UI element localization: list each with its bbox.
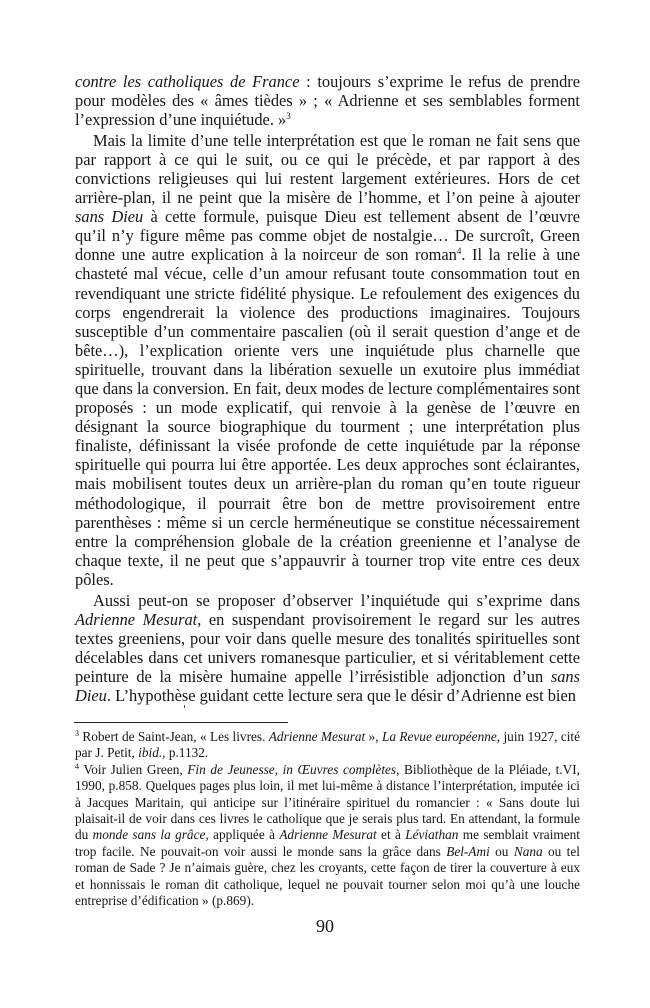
italic-text: La Revue européenne bbox=[381, 729, 497, 744]
footnote-4 bbox=[75, 762, 580, 910]
italic-text: monde sans la grâce bbox=[92, 827, 206, 843]
scan-artifact bbox=[184, 705, 185, 708]
italic-text: sans Dieu bbox=[75, 666, 580, 705]
italic-text: Bel-Ami bbox=[446, 843, 490, 859]
italic-text: Léviathan bbox=[405, 827, 459, 843]
footnote-3 bbox=[75, 729, 580, 762]
italic-text: contre les catholiques de France bbox=[75, 72, 300, 91]
body-text bbox=[75, 72, 580, 705]
italic-text: Adrienne Mesurat bbox=[75, 609, 198, 629]
paragraph bbox=[75, 591, 580, 706]
italic-text: ibid. bbox=[138, 745, 163, 761]
text-run: , appliquée à bbox=[205, 827, 280, 843]
footnote-reference[interactable]: 3 bbox=[286, 111, 291, 122]
text-run: , juin 1927, cité par J. Petit, bbox=[75, 729, 581, 761]
text-run: ou bbox=[489, 843, 514, 859]
text-run: . L’hypothèse guidant cette lecture sera que le désir d’Adrienne est bien bbox=[106, 686, 576, 705]
footnote-marker: 4 bbox=[75, 761, 79, 771]
text-run: et à bbox=[376, 827, 406, 843]
paragraph bbox=[75, 72, 580, 129]
footnotes bbox=[75, 729, 580, 909]
footnote-separator bbox=[74, 722, 288, 723]
text-run: Mais la limite d’une telle interprétation est que le roman ne fait sens que par rapport à ce qui le suit, ou ce qui le précède, et par rapport à des convictions religieuses qui lui restent largement extérieures. Hors de cet arrière-plan, il ne peint que la misère de l’homme, et l’on peine à ajouter bbox=[75, 130, 580, 208]
italic-text: Adrienne Mesurat bbox=[268, 729, 366, 744]
text-run: : toujours s’exprime le refus de prendre pour modèles des « âmes tièdes » ; « Adrienne et ses semblables forment l’expression d’une inquiétude. » bbox=[75, 72, 580, 130]
text-run: , p.1132. bbox=[162, 745, 209, 761]
footnote-marker: 3 bbox=[75, 729, 79, 738]
text-run: Voir Julien Green, bbox=[79, 761, 188, 777]
text-run: à cette formule, puisque Dieu est tellement absent de l’œuvre qu’il n’y figure même pas comme objet de nostalgie… De surcroît, Green donne une autre explication à la noirceur de son roman bbox=[75, 207, 580, 265]
text-run: Aussi peut-on se proposer d’observer l’inquiétude qui s’exprime dans bbox=[93, 590, 580, 610]
text-run: . Il la relie à une chasteté mal vécue, celle d’un amour refusant toute consommation tout en revendiquant une stricte fidélité physique. Le refoulement des exigences du corps engendrerait la violence des productions imaginaires. Toujours susceptible d’un commentaire pascalien (où il serait question d’ange et de bête…), l’explication oriente vers une inquiétude plus charnelle que spirituelle, trouvant dans la libération sexuelle un exutoire plus immédiat que dans la conversion. En fait, deux modes de lecture complémentaires sont proposés : un mode explicatif, qui renvoie à la genèse de l’œuvre en désignant la source biographique du tourment ; une interprétation plus finaliste, définissant la visée profonde de cette inquiétude par la réponse spirituelle qui pourra lui être apportée. Les deux approches sont éclairantes, mais mobilisent toutes deux un arrière-plan du roman qu’en toute rigueur méthodologique, il pourrait être bon de mettre provisoirement entre parenthèses : même si un cercle herméneutique se constitue nécessairement entre la compréhension globale de la création greenienne et l’analyse de chaque texte, il ne peut que s’appauvrir à tourner trop vite entre ces deux pôles. bbox=[75, 245, 580, 589]
text-run: », bbox=[365, 729, 382, 744]
italic-text: Adrienne Mesurat bbox=[279, 827, 377, 843]
italic-text: Fin de Jeunesse, in Œuvres complètes bbox=[187, 761, 397, 777]
paragraph bbox=[75, 131, 580, 589]
page-number: 90 bbox=[316, 916, 334, 936]
text-run: , Bibliothèque de la Pléiade, t.VI, 1990, p.858. Quelques pages plus loin, il met lui-même à distance l’interprétation, imputée ici à Jacques Maritain, qui anticipe sur l’itinéraire spirituel du romancier : « Sans doute lui plaisait-il de voir dans ces livres le catholique que je serais plus tard. En attendant, la formule du bbox=[75, 761, 580, 843]
text-run: Robert de Saint-Jean, « Les livres. bbox=[79, 729, 269, 744]
footnote-reference[interactable]: 4 bbox=[456, 246, 462, 257]
text-run: , en suspendant provisoirement le regard sur les autres textes greeniens, pour voir dans quelle mesure des tonalités spirituelles sont décelables dans cet univers romanesque particulier, et si véritablement cette peinture de la misère humaine appelle l’irrésistible adjonction d’un bbox=[75, 609, 581, 686]
italic-text: Nana bbox=[513, 843, 543, 859]
text-run: ou tel roman de Sade ? Je n’aimais guère, chez les croyants, cette façon de tirer la couverture à eux et honnissais le roman dit catholique, lequel ne pouvait tourner selon moi qu’à une louche entreprise d’édification » (p.869). bbox=[75, 843, 580, 909]
italic-text: sans Dieu bbox=[75, 207, 144, 227]
text-run: me semblait vraiment trop facile. Ne pouvait-on voir aussi le monde sans la grâce dans bbox=[75, 827, 580, 859]
